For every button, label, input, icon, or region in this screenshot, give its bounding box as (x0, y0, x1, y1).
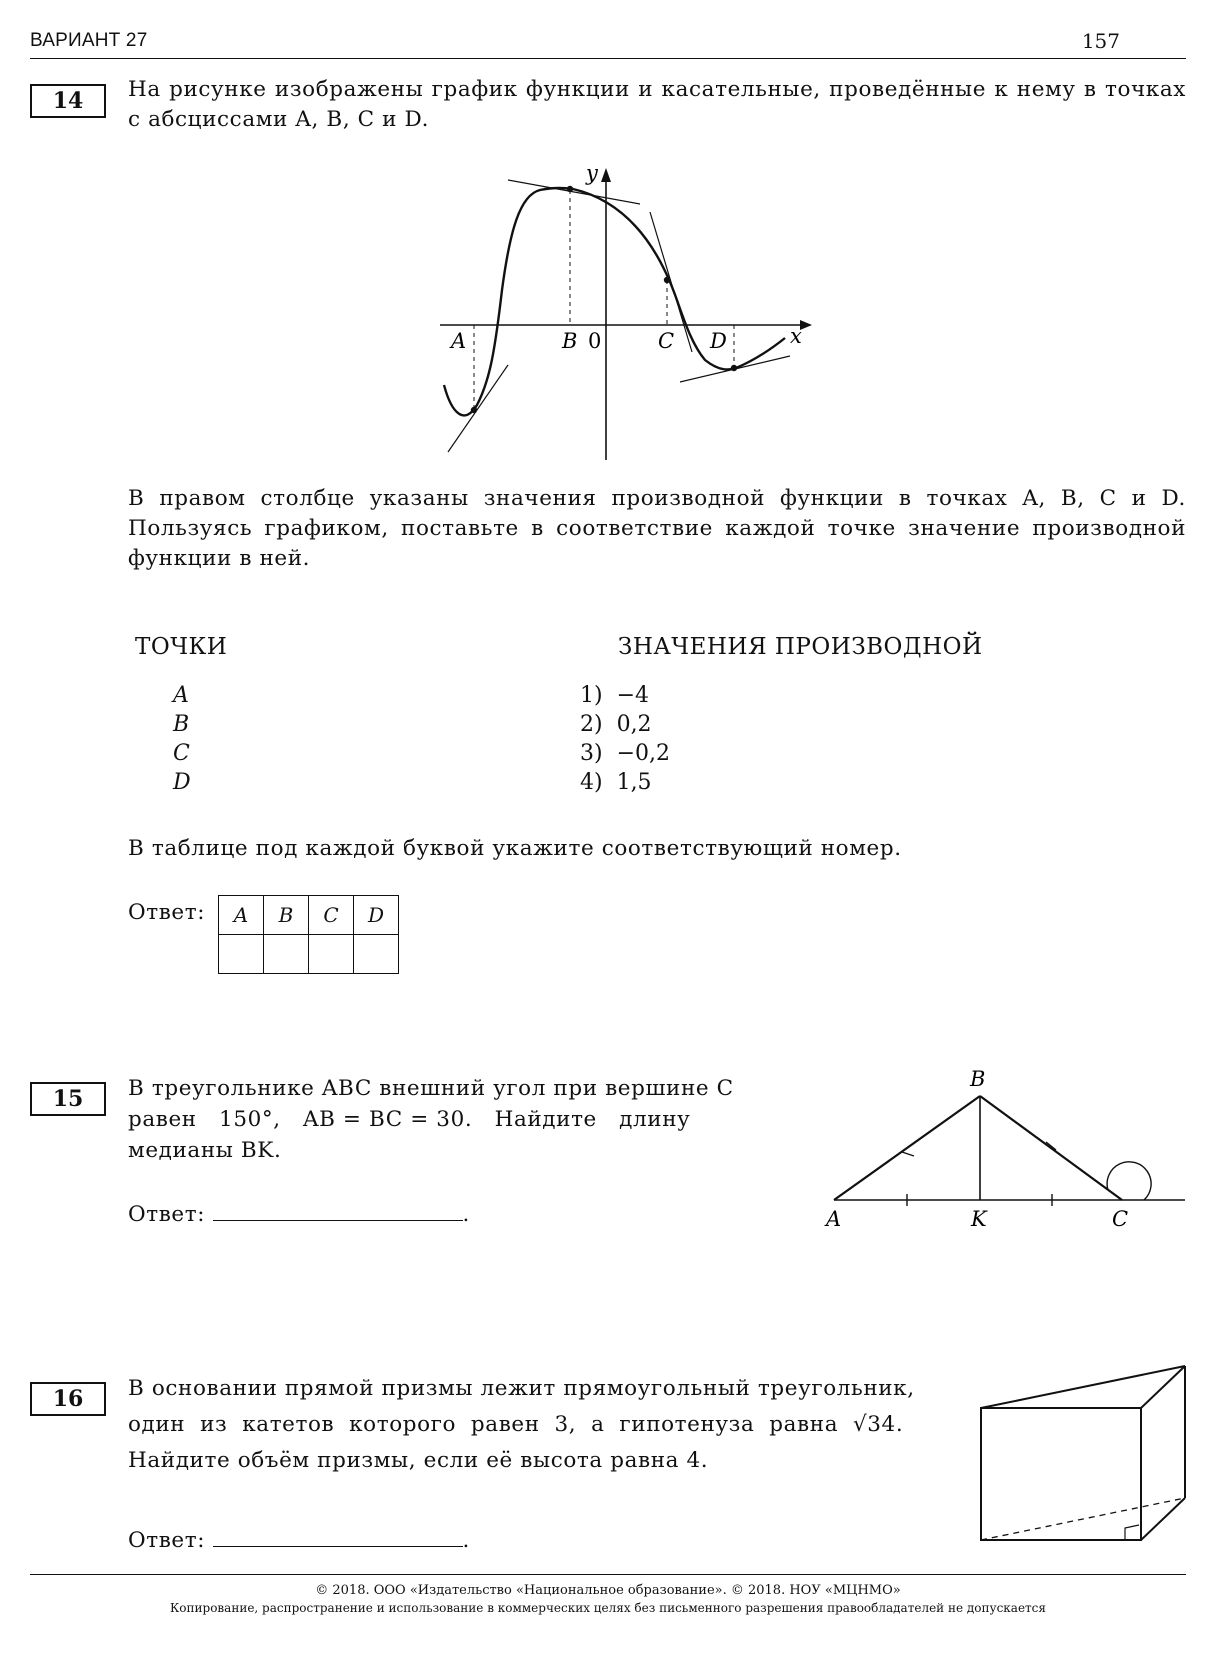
label-C: C (658, 329, 675, 353)
label-A: A (826, 1207, 842, 1231)
task-14-answer-label: Ответ: (128, 900, 206, 925)
tick-AB (902, 1152, 914, 1156)
side-BC (980, 1096, 1122, 1200)
label-C: C (1112, 1207, 1129, 1231)
task-15-line-1: В треугольнике ABC внешний угол при вершине C (128, 1076, 734, 1101)
task-16-answer (128, 1524, 470, 1556)
point-A (471, 407, 477, 413)
prism-front-face (981, 1408, 1141, 1540)
label-B: B (562, 329, 578, 353)
copyright-line: © 2018. ООО «Издательство «Национальное образование». © 2018. НОУ «МЦНМО» (315, 1583, 901, 1598)
task-15-answer-label: Ответ: (128, 1202, 206, 1227)
point-label: B (173, 712, 190, 737)
label-B: B (970, 1067, 986, 1091)
task-14-graph (430, 160, 830, 480)
answer-header-A: A (219, 896, 264, 935)
function-curve (444, 188, 785, 415)
task-16-line-3: Найдите объём призмы, если её высота равна 4. (128, 1448, 709, 1473)
task-15-answer-field[interactable] (213, 1198, 463, 1221)
answer-cell-D[interactable] (354, 935, 399, 974)
point-C (664, 277, 670, 283)
answer-header-C: C (309, 896, 354, 935)
header-rule (30, 58, 1186, 59)
answer-period: . (462, 1202, 470, 1227)
right-angle-mark (1125, 1525, 1139, 1540)
prism-top-edge-right (1141, 1366, 1185, 1408)
task-15-answer (128, 1198, 470, 1230)
point-label: C (173, 741, 190, 766)
label-A: A (451, 329, 467, 353)
task-16-answer-field[interactable] (213, 1524, 463, 1547)
task-15-number: 15 (30, 1082, 106, 1116)
point-B (567, 186, 573, 192)
prism-top-edge (981, 1366, 1185, 1408)
label-K: K (971, 1207, 987, 1231)
task-16-answer-label: Ответ: (128, 1528, 206, 1553)
answer-cell-B[interactable] (264, 935, 309, 974)
prism-bottom-edge-right (1141, 1498, 1185, 1540)
derivative-option: 4) 1,5 (580, 770, 652, 795)
derivative-option: 3) −0,2 (580, 741, 670, 766)
label-x: x (790, 324, 802, 348)
task-15-triangle-figure (820, 1066, 1190, 1236)
task-14-instruction: В правом столбце указаны значения производной функции в точках A, B, C и D. Пользуясь графиком, поставьте в соответствие каждой точке значение производной функции в ней. (128, 486, 1186, 571)
task-16-line-1: В основании прямой призмы лежит прямоугольный треугольник, (128, 1376, 915, 1401)
y-axis-arrow (601, 168, 611, 182)
derivative-option: 2) 0,2 (580, 712, 652, 737)
task-16-prism-figure (975, 1360, 1195, 1550)
label-y: y (586, 161, 598, 185)
answer-period: . (462, 1528, 470, 1553)
table-prompt: В таблице под каждой буквой укажите соответствующий номер. (128, 836, 902, 861)
task-15-line-3: медианы BK. (128, 1138, 282, 1163)
point-label: D (173, 770, 191, 795)
variant-title: ВАРИАНТ 27 (30, 30, 148, 51)
values-column-header: ЗНАЧЕНИЯ ПРОИЗВОДНОЙ (618, 634, 983, 660)
task-16-line-2: один из катетов которого равен 3, а гипотенуза равна √34. (128, 1412, 904, 1437)
task-16-number: 16 (30, 1382, 106, 1416)
answer-table (218, 895, 399, 974)
points-column-header: ТОЧКИ (135, 634, 228, 660)
answer-cell-A[interactable] (219, 935, 264, 974)
copyright-notice: Копирование, распространение и использование в коммерческих целях без письменного разрешения правообладателей не допускается (170, 1601, 1046, 1615)
point-label: A (173, 683, 189, 708)
side-AB (834, 1096, 980, 1200)
page-number: 157 (1081, 29, 1120, 53)
tangent-B (508, 180, 640, 204)
footer-rule (30, 1574, 1186, 1575)
answer-header-B: B (264, 896, 309, 935)
label-D: D (710, 329, 727, 353)
task-14-number: 14 (30, 84, 106, 118)
answer-header-D: D (354, 896, 399, 935)
task-15-line-2: равен 150°, AB = BC = 30. Найдите длину (128, 1107, 691, 1132)
prism-hidden-edge (981, 1498, 1185, 1540)
answer-cell-C[interactable] (309, 935, 354, 974)
task-14-intro: На рисунке изображены график функции и касательные, проведённые к нему в точках с абсциссами A, B, C и D. (128, 77, 1186, 132)
point-D (731, 365, 737, 371)
tangent-A (448, 365, 508, 452)
derivative-option: 1) −4 (580, 683, 649, 708)
label-zero: 0 (588, 329, 602, 353)
